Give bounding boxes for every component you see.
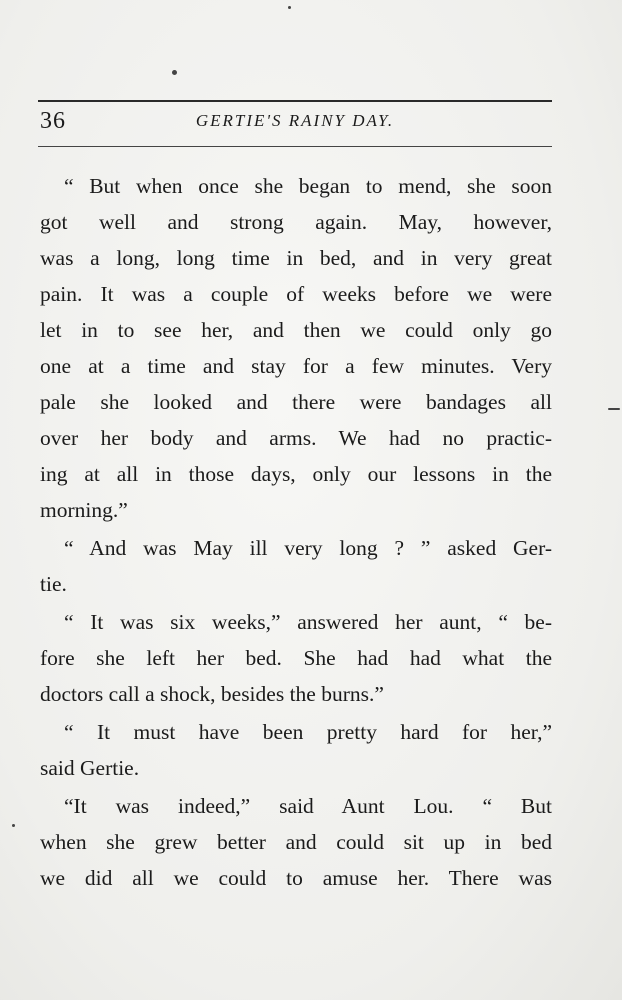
text-line: “ But when once she began to mend, she soon — [64, 174, 552, 198]
text-line: “ It must have been pretty hard for her,” — [64, 720, 552, 744]
header-rule-top — [38, 100, 552, 102]
text-line: one at a time and stay for a few minutes. Very — [40, 354, 552, 378]
paper-speck — [12, 824, 15, 827]
text-line: said Gertie. — [40, 756, 140, 780]
text-line: let in to see her, and then we could only go — [40, 318, 552, 342]
text-line: “It was indeed,” said Aunt Lou. “ But — [64, 794, 552, 818]
paper-speck — [608, 408, 620, 410]
text-line: we did all we could to amuse her. There was — [40, 866, 552, 890]
text-line: ing at all in those days, only our lessons in the — [40, 462, 552, 486]
body-text — [40, 168, 552, 896]
text-line: when she grew better and could sit up in bed — [40, 830, 552, 854]
text-line: over her body and arms. We had no practic- — [40, 426, 552, 450]
text-line: pale she looked and there were bandages all — [40, 390, 552, 414]
header-rule-bottom — [38, 146, 552, 147]
paper-speck — [172, 70, 177, 75]
text-line: morning.” — [40, 498, 128, 522]
page-number: 36 — [40, 108, 66, 134]
text-line: “ It was six weeks,” answered her aunt, “ be- — [64, 610, 552, 634]
running-head: GERTIE'S RAINY DAY. — [195, 111, 395, 130]
text-line: “ And was May ill very long ? ” asked Ger- — [64, 536, 552, 560]
text-line: tie. — [40, 572, 67, 596]
text-line: was a long, long time in bed, and in very great — [40, 246, 552, 270]
text-line: got well and strong again. May, however, — [40, 210, 552, 234]
text-line: pain. It was a couple of weeks before we were — [40, 282, 552, 306]
text-line: fore she left her bed. She had had what the — [40, 646, 552, 670]
text-line: doctors call a shock, besides the burns.” — [40, 682, 384, 706]
paper-speck — [288, 6, 291, 9]
